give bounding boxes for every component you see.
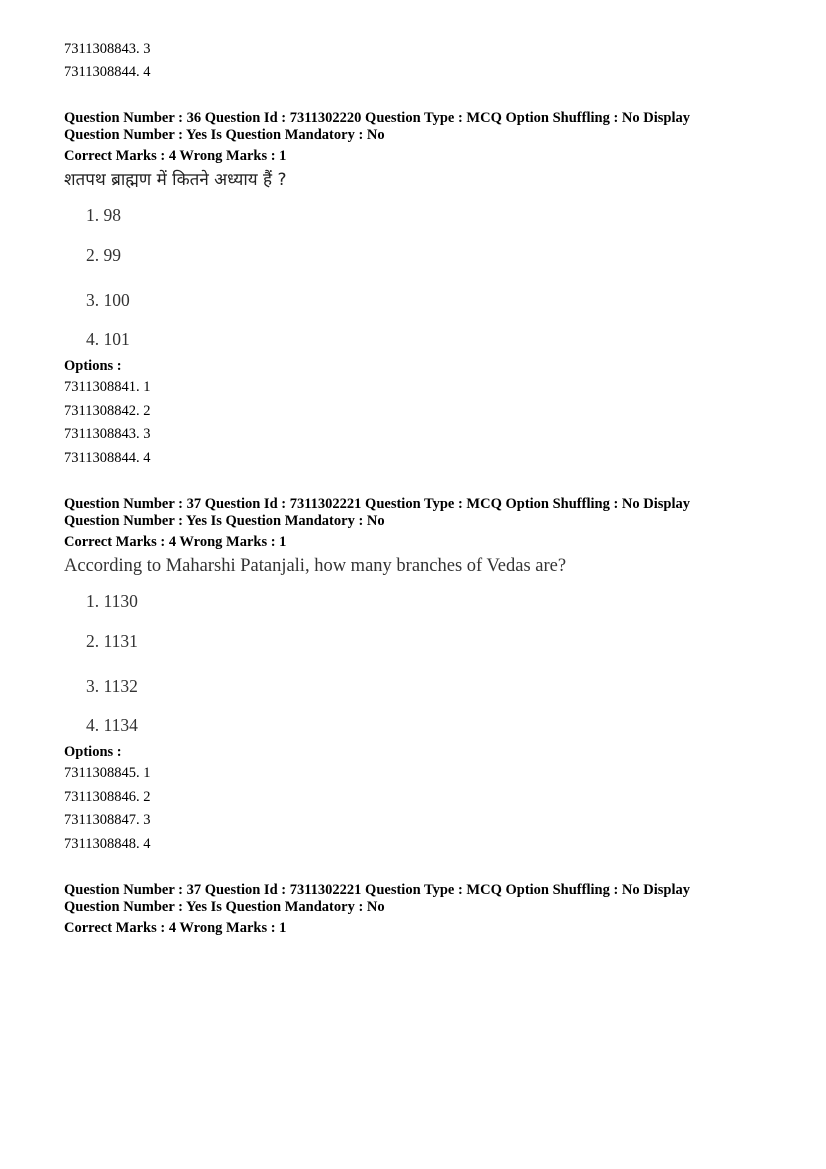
question-block-37-repeat — [64, 882, 764, 939]
option-line: 7311308844. 4 — [64, 449, 151, 466]
spacer — [64, 470, 764, 496]
option-line: 7311308848. 4 — [64, 835, 151, 852]
answer-choice: 2. 99 — [86, 245, 121, 265]
option-line: 7311308842. 2 — [64, 402, 151, 419]
answer-choices — [64, 579, 764, 742]
option-line: 7311308847. 3 — [64, 812, 151, 828]
option-line: 7311308845. 1 — [64, 765, 151, 781]
option-line: 7311308843. 3 — [64, 426, 151, 442]
question-meta-line: Question Number : Yes Is Question Mandatory : No — [64, 513, 385, 529]
document-page — [64, 38, 764, 939]
question-text: शतपथ ब्राह्मण में कितने अध्याय हैं ? — [64, 170, 287, 190]
question-meta-line: Question Number : Yes Is Question Mandatory : No — [64, 899, 385, 915]
answer-choice: 1. 98 — [86, 205, 121, 225]
question-meta-line: Question Number : 36 Question Id : 7311302220 Question Type : MCQ Option Shuffling : No Display — [64, 110, 690, 126]
answer-choices — [64, 193, 764, 356]
option-line: 7311308841. 1 — [64, 379, 151, 395]
option-line: 7311308844. 4 — [64, 64, 151, 80]
spacer — [64, 856, 764, 882]
answer-choice: 3. 1132 — [86, 675, 138, 696]
answer-choice: 3. 100 — [86, 289, 130, 310]
option-line: 7311308846. 2 — [64, 788, 151, 805]
question-marks: Correct Marks : 4 Wrong Marks : 1 — [64, 920, 287, 936]
spacer — [64, 84, 764, 110]
option-line: 7311308843. 3 — [64, 41, 151, 57]
question-block-36 — [64, 110, 764, 470]
question-marks: Correct Marks : 4 Wrong Marks : 1 — [64, 148, 287, 164]
answer-choice: 4. 101 — [86, 329, 130, 349]
question-block-37 — [64, 496, 764, 856]
previous-options — [64, 38, 764, 84]
question-meta-line: Question Number : 37 Question Id : 7311302221 Question Type : MCQ Option Shuffling : No Display — [64, 496, 690, 512]
question-meta-line: Question Number : Yes Is Question Mandatory : No — [64, 127, 385, 143]
question-text: According to Maharshi Patanjali, how many branches of Vedas are? — [64, 556, 567, 576]
question-meta-line: Question Number : 37 Question Id : 7311302221 Question Type : MCQ Option Shuffling : No Display — [64, 882, 690, 898]
answer-choice: 2. 1131 — [86, 631, 138, 651]
options-label: Options : — [64, 744, 122, 760]
answer-choice: 4. 1134 — [86, 715, 138, 735]
question-marks: Correct Marks : 4 Wrong Marks : 1 — [64, 534, 287, 550]
options-label: Options : — [64, 358, 122, 374]
answer-choice: 1. 1130 — [86, 591, 138, 611]
